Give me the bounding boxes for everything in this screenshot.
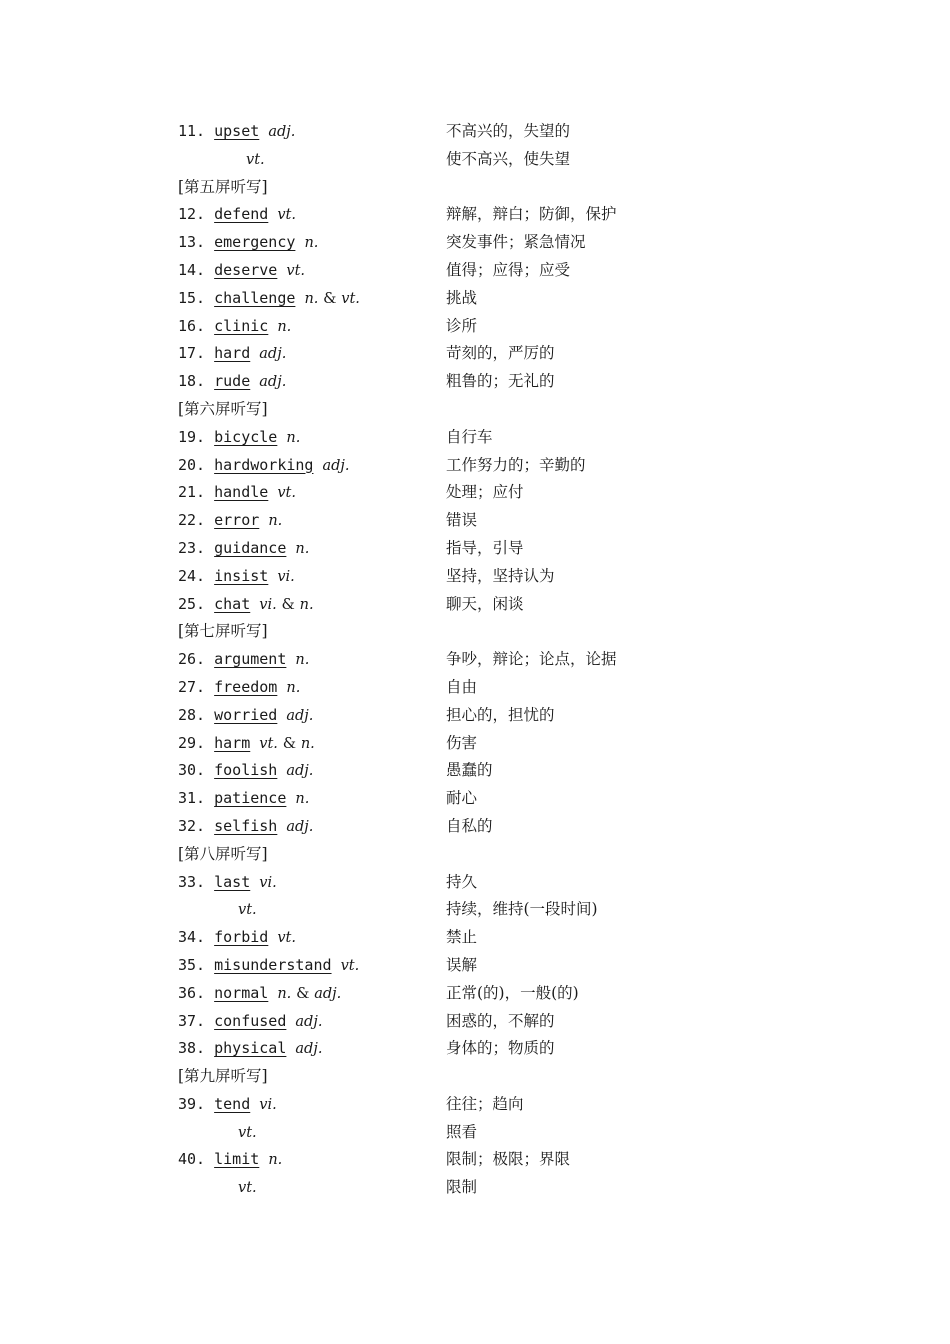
entry-number: 20. xyxy=(178,455,206,474)
entry-term xyxy=(178,201,296,230)
entry-number: 16. xyxy=(178,316,206,335)
part-of-speech: n. xyxy=(304,290,319,307)
vocab-entry xyxy=(178,924,878,952)
entry-word: chat xyxy=(214,594,251,613)
vocab-entry xyxy=(178,980,878,1008)
entry-number: 31. xyxy=(178,789,206,808)
entry-term xyxy=(178,869,277,898)
section-label: [第六屏听写] xyxy=(178,399,268,418)
entry-term: 15. challenge n. & vt. xyxy=(178,288,360,307)
entry-meaning: 粗鲁的；无礼的 xyxy=(446,372,555,391)
vocab-sub-entry xyxy=(178,1119,878,1147)
entry-word: insist xyxy=(214,566,269,585)
part-of-speech: vi. xyxy=(259,1096,277,1113)
part-of-speech: vt. xyxy=(277,207,296,224)
entry-number: 13. xyxy=(178,233,206,252)
vocab-entry xyxy=(178,757,878,785)
entry-word: selfish xyxy=(214,816,278,835)
entry-term xyxy=(178,118,295,147)
entry-meaning: 值得；应得；应受 xyxy=(446,260,571,279)
part-of-speech: vt. xyxy=(340,957,360,974)
entry-word: limit xyxy=(214,1150,260,1169)
entry-meaning: 使不高兴，使失望 xyxy=(446,149,571,168)
entry-meaning: 持续，维持(一段时间) xyxy=(446,900,598,919)
entry-meaning: 坚持，坚持认为 xyxy=(446,566,555,585)
entry-word: freedom xyxy=(214,677,278,696)
vocab-sub-entry xyxy=(178,896,878,924)
entry-word: error xyxy=(214,511,260,530)
part-of-speech: vt. xyxy=(238,1124,257,1141)
entry-meaning: 自行车 xyxy=(446,427,493,446)
entry-meaning: 工作努力的；辛勤的 xyxy=(446,455,586,474)
part-of-speech: vi. xyxy=(259,596,277,613)
entry-word: emergency xyxy=(214,233,296,252)
entry-meaning: 指导，引导 xyxy=(446,538,524,557)
entry-number: 36. xyxy=(178,983,206,1002)
entry-number: 39. xyxy=(178,1094,206,1113)
entry-number: 25. xyxy=(178,594,206,613)
part-of-speech: vt. xyxy=(259,735,278,752)
entry-term xyxy=(178,785,309,814)
entry-term: 25. chat vi. & n. xyxy=(178,594,314,613)
entry-word: confused xyxy=(214,1011,287,1030)
vocab-entry xyxy=(178,702,878,730)
entry-term xyxy=(178,340,286,369)
vocab-entry xyxy=(178,118,878,146)
entry-number: 17. xyxy=(178,344,206,363)
entry-meaning: 伤害 xyxy=(446,733,478,752)
entry-meaning: 担心的，担忧的 xyxy=(446,705,555,724)
entry-word: hardworking xyxy=(214,455,314,474)
entry-word: argument xyxy=(214,650,287,669)
entry-number: 34. xyxy=(178,928,206,947)
entry-term xyxy=(238,896,257,925)
part-of-speech: adj. xyxy=(322,457,350,474)
entry-number: 14. xyxy=(178,260,206,279)
vocab-entry xyxy=(178,785,878,813)
entry-term xyxy=(178,229,318,258)
entry-word: clinic xyxy=(214,316,269,335)
entry-number: 23. xyxy=(178,538,206,557)
entry-term xyxy=(178,1091,277,1120)
entry-term xyxy=(178,1035,322,1064)
section-heading xyxy=(178,396,878,424)
entry-meaning: 挑战 xyxy=(446,288,478,307)
vocab-entry xyxy=(178,229,878,257)
part-of-speech: vt. xyxy=(341,290,360,307)
entry-word: rude xyxy=(214,372,251,391)
part-of-speech: n. xyxy=(295,791,310,808)
entry-term xyxy=(178,479,296,508)
entry-meaning: 限制；极限；界限 xyxy=(446,1150,571,1169)
entry-number: 19. xyxy=(178,427,206,446)
entry-number: 11. xyxy=(178,122,206,140)
vocab-entry xyxy=(178,285,878,313)
vocab-entry xyxy=(178,674,878,702)
entry-meaning: 处理；应付 xyxy=(446,483,524,502)
entry-meaning: 自私的 xyxy=(446,816,493,835)
entry-word: bicycle xyxy=(214,427,278,446)
part-of-speech: adj. xyxy=(286,707,314,724)
vocab-entry xyxy=(178,730,878,758)
entry-word: foolish xyxy=(214,761,278,780)
section-label: [第九屏听写] xyxy=(178,1067,268,1086)
vocab-entry xyxy=(178,535,878,563)
vocab-entry xyxy=(178,869,878,897)
entry-number: 38. xyxy=(178,1039,206,1058)
entry-meaning: 困惑的，不解的 xyxy=(446,1011,555,1030)
part-of-speech: adj. xyxy=(295,1013,323,1030)
entry-meaning: 限制 xyxy=(446,1178,478,1197)
vocab-sub-entry xyxy=(178,146,878,174)
entry-term xyxy=(178,313,291,342)
entry-meaning: 身体的；物质的 xyxy=(446,1039,555,1058)
entry-term xyxy=(178,813,313,842)
part-of-speech: vt. xyxy=(277,485,296,502)
entry-term xyxy=(238,1119,257,1148)
entry-word: hard xyxy=(214,344,251,363)
vocab-entry xyxy=(178,952,878,980)
entry-word: tend xyxy=(214,1094,251,1113)
vocab-entry xyxy=(178,813,878,841)
vocab-entry xyxy=(178,257,878,285)
entry-number: 15. xyxy=(178,288,206,307)
part-of-speech: n. xyxy=(300,735,315,752)
entry-meaning: 禁止 xyxy=(446,928,478,947)
entry-number: 12. xyxy=(178,205,206,224)
entry-number: 18. xyxy=(178,372,206,391)
vocab-entry xyxy=(178,313,878,341)
part-of-speech: n. xyxy=(268,1152,283,1169)
entry-term: 36. normal n. & adj. xyxy=(178,983,342,1002)
part-of-speech: adj. xyxy=(286,818,314,835)
entry-term xyxy=(178,924,296,953)
part-of-speech: vi. xyxy=(259,874,277,891)
part-of-speech: n. xyxy=(268,513,283,530)
entry-number: 24. xyxy=(178,566,206,585)
entry-number: 32. xyxy=(178,816,206,835)
entry-word: deserve xyxy=(214,260,278,279)
section-heading xyxy=(178,174,878,202)
entry-word: physical xyxy=(214,1039,287,1058)
entry-number: 27. xyxy=(178,677,206,696)
entry-meaning: 愚蠢的 xyxy=(446,761,493,780)
entry-term xyxy=(178,674,300,703)
vocab-entry xyxy=(178,646,878,674)
entry-meaning: 正常(的)，一般(的) xyxy=(446,983,579,1002)
entry-meaning: 争吵，辩论；论点，论据 xyxy=(446,650,617,669)
entry-meaning: 误解 xyxy=(446,955,478,974)
vocab-entry xyxy=(178,201,878,229)
vocab-entry xyxy=(178,1035,878,1063)
entry-meaning: 聊天，闲谈 xyxy=(446,594,524,613)
vocab-sub-entry xyxy=(178,1174,878,1202)
entry-term xyxy=(178,1146,282,1175)
entry-meaning: 诊所 xyxy=(446,316,478,335)
part-of-speech: n. xyxy=(299,596,314,613)
entry-term xyxy=(178,952,359,981)
section-label: [第七屏听写] xyxy=(178,622,268,641)
entry-meaning: 苛刻的，严厉的 xyxy=(446,344,555,363)
section-heading xyxy=(178,1063,878,1091)
part-of-speech: vt. xyxy=(238,1180,257,1197)
vocab-entry xyxy=(178,368,878,396)
part-of-speech: n. xyxy=(286,429,301,446)
entry-meaning: 自由 xyxy=(446,677,478,696)
entry-term xyxy=(178,507,282,536)
part-of-speech: n. xyxy=(277,318,292,335)
entry-meaning: 辩解，辩白；防御，保护 xyxy=(446,205,617,224)
section-heading xyxy=(178,841,878,869)
entry-word: forbid xyxy=(214,928,269,947)
entry-number: 28. xyxy=(178,705,206,724)
part-of-speech: adj. xyxy=(268,124,296,140)
entry-word: misunderstand xyxy=(214,955,332,974)
vocab-entry xyxy=(178,340,878,368)
entry-term xyxy=(178,1008,322,1037)
entry-term: 29. harm vt. & n. xyxy=(178,733,315,752)
entry-term xyxy=(178,424,300,453)
entry-word: harm xyxy=(214,733,251,752)
entry-meaning: 照看 xyxy=(446,1122,478,1141)
entry-word: last xyxy=(214,872,251,891)
entry-term xyxy=(178,757,313,786)
entry-meaning: 错误 xyxy=(446,511,478,530)
part-of-speech: n. xyxy=(295,652,310,669)
vocab-entry xyxy=(178,1008,878,1036)
entry-number: 29. xyxy=(178,733,206,752)
vocab-entry xyxy=(178,591,878,619)
entry-word: defend xyxy=(214,205,269,224)
part-of-speech: vt. xyxy=(286,262,306,279)
vocab-entry xyxy=(178,424,878,452)
entry-meaning: 不高兴的，失望的 xyxy=(446,122,571,140)
vocab-entry xyxy=(178,1091,878,1119)
entry-number: 37. xyxy=(178,1011,206,1030)
entry-word: worried xyxy=(214,705,278,724)
entry-term xyxy=(178,535,309,564)
entry-number: 35. xyxy=(178,955,206,974)
entry-word: upset xyxy=(214,122,260,140)
entry-term xyxy=(178,257,305,286)
part-of-speech: vt. xyxy=(238,902,257,919)
entry-term xyxy=(178,563,295,592)
entry-number: 26. xyxy=(178,650,206,669)
part-of-speech: n. xyxy=(277,985,292,1002)
section-label: [第五屏听写] xyxy=(178,177,268,196)
entry-term xyxy=(178,702,313,731)
entry-term xyxy=(178,368,286,397)
part-of-speech: n. xyxy=(304,235,319,252)
vocab-entry xyxy=(178,452,878,480)
part-of-speech: adj. xyxy=(314,985,342,1002)
section-label: [第八屏听写] xyxy=(178,844,268,863)
entry-term xyxy=(178,646,309,675)
entry-term xyxy=(238,1174,257,1203)
entry-term xyxy=(178,452,350,481)
entry-word: patience xyxy=(214,789,287,808)
entry-word: handle xyxy=(214,483,269,502)
entry-number: 33. xyxy=(178,872,206,891)
entry-word: guidance xyxy=(214,538,287,557)
vocab-entry xyxy=(178,563,878,591)
entry-meaning: 持久 xyxy=(446,872,478,891)
part-of-speech: n. xyxy=(286,679,301,696)
part-of-speech: vi. xyxy=(277,568,295,585)
part-of-speech: adj. xyxy=(295,1041,323,1058)
entry-meaning: 突发事件；紧急情况 xyxy=(446,233,586,252)
entry-term xyxy=(246,146,265,175)
entry-number: 40. xyxy=(178,1150,206,1169)
entry-word: normal xyxy=(214,983,269,1002)
section-heading xyxy=(178,618,878,646)
vocab-entry xyxy=(178,1146,878,1174)
entry-word: challenge xyxy=(214,288,296,307)
vocab-entry xyxy=(178,479,878,507)
entry-number: 22. xyxy=(178,511,206,530)
part-of-speech: vt. xyxy=(246,151,265,168)
vocabulary-list xyxy=(178,118,878,1202)
part-of-speech: adj. xyxy=(259,346,287,363)
entry-number: 21. xyxy=(178,483,206,502)
entry-meaning: 耐心 xyxy=(446,789,478,808)
vocab-entry xyxy=(178,507,878,535)
part-of-speech: vt. xyxy=(277,930,296,947)
entry-number: 30. xyxy=(178,761,206,780)
part-of-speech: adj. xyxy=(259,374,287,391)
part-of-speech: adj. xyxy=(286,763,314,780)
entry-meaning: 往往；趋向 xyxy=(446,1094,524,1113)
part-of-speech: n. xyxy=(295,540,310,557)
